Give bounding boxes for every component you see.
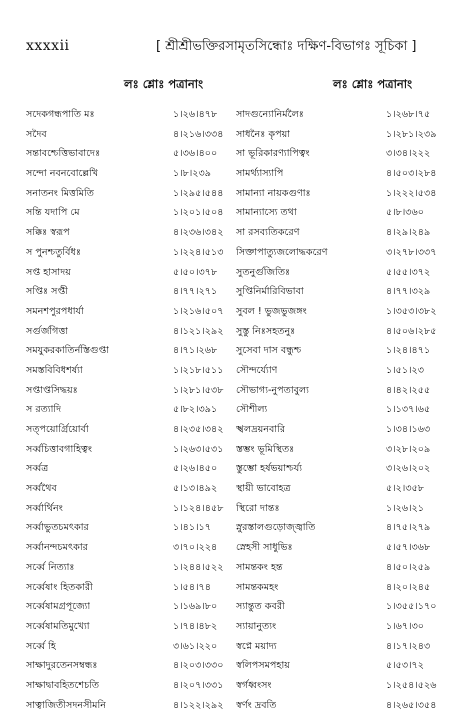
- index-entry: [236, 203, 444, 223]
- entry-reference: ১।৪১।১৭: [173, 522, 212, 534]
- entry-reference: ৫।৫৫।৩৭২: [386, 266, 431, 278]
- index-entry: [236, 302, 444, 322]
- index-entry: [26, 144, 230, 164]
- entry-term: সুবল ! ভুজভুজঙ্গং: [236, 305, 307, 317]
- index-entry: [26, 459, 230, 479]
- entry-term: সপ্তাপ্তসিদ্ধয়ঃ: [26, 384, 78, 396]
- index-entry: [236, 676, 444, 696]
- entry-term: সামান্যা নায়কগুণাঃ: [236, 187, 311, 199]
- index-entry: [236, 105, 444, 125]
- entry-reference: ১।১৩৭।৬৫: [386, 404, 431, 416]
- entry-reference: ৪।১৭।২৪৩: [386, 640, 431, 652]
- entry-reference: ৪।৫০৩।২৮৪: [386, 168, 437, 180]
- index-entry: [236, 459, 444, 479]
- entry-term: সর্ব্বেষামগ্রপূজ্যো: [26, 601, 91, 613]
- entry-term: সর্ব্বচিত্তাবগাহিত্বং: [26, 443, 92, 455]
- entry-term: স্বর্গধ্বংসং: [236, 679, 272, 691]
- entry-reference: ৪।৭৭।২৭১: [173, 286, 218, 298]
- entry-term: সপ্তিঃ সপ্তী: [26, 286, 69, 298]
- entry-term: সা রসব্যতিকরেণ: [236, 227, 300, 239]
- entry-term: সুস্তু নিঃসহতনুঃ: [236, 325, 296, 337]
- entry-term: স্যান্তুত কবরী: [236, 601, 285, 613]
- index-entry: [26, 696, 230, 715]
- index-entry: [26, 518, 230, 538]
- index-entry: [236, 578, 444, 598]
- entry-reference: ৫।২।৩৫৮: [386, 483, 425, 495]
- entry-term: সর্ব্বত্র: [26, 463, 49, 475]
- entry-term: সামন্তকং হন্ত: [236, 561, 283, 573]
- index-entry: [26, 105, 230, 125]
- entry-term: স পুনশ্চতুর্বিধঃ: [26, 246, 82, 258]
- entry-reference: ৩।২৮।২০৯: [386, 443, 431, 455]
- entry-reference: ১।২৬।৪৭৮: [173, 109, 218, 120]
- entry-reference: ৫।৫৩।৭২: [386, 660, 425, 672]
- entry-term: স্থায়ী ভাবোহত্র: [236, 483, 291, 495]
- index-entry: [236, 341, 444, 361]
- index-entry: [26, 381, 230, 401]
- index-entry: [26, 361, 230, 381]
- entry-reference: ৫।৮২।৩৯১: [173, 404, 218, 416]
- entry-term: সামন্তকমহং: [236, 581, 279, 593]
- index-entry: [26, 597, 230, 617]
- index-entry: [236, 637, 444, 657]
- entry-term: স্নুরস্তালগুড়োজ্জ্বাতি: [236, 522, 316, 534]
- entry-reference: ৫।৫০।৩৭৮: [173, 266, 218, 278]
- entry-term: স্বপ্নে ময়াদ্য: [236, 640, 277, 652]
- index-entry: [236, 558, 444, 578]
- entry-reference: ১।১২৪।৪৫৮: [173, 502, 224, 514]
- entry-reference: ৪।২৯।২৪৯: [386, 227, 431, 239]
- right-column-heading: লঃ শ্লোঃ পত্রানাং: [333, 77, 413, 91]
- index-entry: [236, 518, 444, 538]
- index-entry: [26, 479, 230, 499]
- index-entry: [26, 637, 230, 657]
- index-entry: [236, 223, 444, 243]
- entry-term: সমযুকরকাতির্নস্তিগুপ্তা: [26, 345, 110, 357]
- index-entry: [26, 164, 230, 184]
- entry-reference: ৫।৫৭।৩৬৮: [386, 542, 431, 554]
- entry-reference: ১।৫১।২৩: [386, 364, 425, 376]
- entry-reference: ১।২২২।৫৩৪: [386, 187, 437, 199]
- index-entry: [26, 578, 230, 598]
- entry-reference: ১।২৮১।৫৩৮: [173, 384, 224, 396]
- index-entry: [26, 184, 230, 204]
- entry-term: সামর্থ্যাস্যাপি: [236, 168, 284, 180]
- index-entry: [236, 617, 444, 637]
- index-entry: [236, 400, 444, 420]
- index-entry: [236, 164, 444, 184]
- entry-reference: ৪।৭১।২৬৮: [173, 345, 218, 357]
- index-entry: [236, 597, 444, 617]
- index-entry: [236, 440, 444, 460]
- entry-reference: ৪।২০৭।৩৩১: [173, 679, 224, 691]
- index-entry: [236, 322, 444, 342]
- entry-reference: ১।২৬৩।৫৩১: [173, 443, 224, 455]
- entry-reference: ১।৩৪।১৬৩: [386, 424, 431, 435]
- index-entry: [236, 499, 444, 519]
- entry-term: সপ্ত হাসাদয়: [26, 266, 71, 278]
- index-entry: [26, 203, 230, 223]
- entry-term: সৌশীল্য: [236, 404, 268, 416]
- entry-term: সর্ব্বেষাং হিতকারী: [26, 581, 93, 593]
- entry-term: সামান্যাস্যে তথা: [236, 207, 297, 219]
- entry-term: সদেকগন্ধপাতি মঃ: [26, 109, 95, 120]
- entry-term: স রত্যাদি: [26, 404, 62, 416]
- entry-reference: ৪।২৩৬।৩৪২: [173, 227, 224, 239]
- entry-reference: ১।২২৪।৫১৩: [173, 246, 224, 258]
- index-entry: [26, 617, 230, 637]
- index-entry: [236, 381, 444, 401]
- entry-term: সর্ব্বেষামতিমুখ্যো: [26, 620, 90, 632]
- entry-term: সর্ব্বে হি: [26, 640, 56, 652]
- page-number: xxxxii: [26, 38, 70, 54]
- entry-term: সর্ব্বে নিত্যাঃ: [26, 561, 75, 573]
- index-entry: [26, 420, 230, 440]
- page-header: [26, 36, 443, 58]
- entry-reference: ১।৩৫৫।১৭০: [386, 601, 437, 613]
- entry-reference: ১।২৮১।২৩৯: [386, 128, 437, 140]
- entry-term: সর্ব্বথৈব: [26, 483, 57, 495]
- index-entry: [26, 538, 230, 558]
- entry-reference: ১।২৫৪।৫২৬: [386, 679, 437, 691]
- entry-reference: ১।২৬।২১: [386, 502, 425, 514]
- entry-term: সদৈব: [26, 128, 47, 140]
- entry-reference: ৪।২০।২৪৫: [386, 581, 431, 593]
- entry-reference: ৫।৩৬।৪০০: [173, 148, 218, 160]
- index-entry: [26, 322, 230, 342]
- entry-reference: ১।২৪৪।৫২২: [173, 561, 224, 573]
- index-entry: [26, 302, 230, 322]
- index-entry: [26, 656, 230, 676]
- index-entry: [236, 125, 444, 145]
- entry-reference: ৪।১২১।২৯২: [173, 325, 224, 337]
- entry-reference: ১।২১৬।৫০৭: [173, 305, 224, 317]
- entry-reference: ৪।৪২।২৫৫: [386, 384, 431, 396]
- index-entry: [236, 696, 444, 715]
- entry-term: সনাতনং মিত্তমিতি: [26, 187, 94, 199]
- entry-term: স্যায়ানুত্যং: [236, 620, 277, 632]
- entry-reference: ১।২৬৮।৭৫: [386, 109, 431, 120]
- entry-term: স্তম্ভং ভূমিস্থিতঃ: [236, 443, 295, 455]
- entry-reference: ৩।২৭৮।৩৩৭: [386, 246, 437, 258]
- entry-term: সন্দো নবনবোল্লেখি: [26, 168, 99, 180]
- entry-term: সন্তাবশ্চেত্তিভাবাদেঃ: [26, 148, 101, 160]
- entry-reference: ১।২০১।৫০৪: [173, 207, 224, 219]
- entry-reference: ৩।২৬।২০২: [386, 463, 431, 475]
- index-entry: [236, 479, 444, 499]
- entry-reference: ১।১৬৯।৮০: [173, 601, 218, 613]
- index-entry: [26, 341, 230, 361]
- entry-term: সর্ব্বার্থিনং: [26, 502, 63, 514]
- entry-term: স্থিরো দান্তঃ: [236, 502, 280, 514]
- entry-term: স্নেহসী সাধুভিঃ: [236, 542, 293, 554]
- entry-term: স্বলিপসমপহায়: [236, 660, 290, 672]
- entry-reference: ৪।২৩৫।৩৪২: [173, 424, 224, 435]
- entry-term: সর্ব্বাভুতচমৎকার: [26, 522, 89, 534]
- entry-term: সাক্ষাদুরতেনসম্বন্ধঃ: [26, 660, 98, 672]
- entry-reference: ৩।৭০।২২৪: [173, 542, 218, 554]
- entry-reference: ১।৩৫৩।৩৮২: [386, 305, 437, 317]
- entry-term: সুতনুর্গুজিতিঃ: [236, 266, 291, 278]
- entry-reference: ৫।৮।৩৬০: [386, 207, 425, 219]
- entry-term: সা ভূরিকারণ্যাপিত্বং: [236, 148, 310, 160]
- entry-term: সাদগুন্যোনির্মলৈঃ: [236, 109, 304, 120]
- entry-term: সুসেবা দাস বন্ধুশ্চ: [236, 345, 302, 357]
- entry-reference: ১।৮।২৩৯: [173, 168, 212, 180]
- entry-term: সন্তি যদাপি মে: [26, 207, 80, 219]
- entry-reference: ৪।৫০।২৫৯: [386, 561, 431, 573]
- entry-reference: ৪।২৬৫।৩৫৪: [386, 699, 437, 711]
- index-entry: [26, 499, 230, 519]
- index-entry: [26, 243, 230, 263]
- index-entry: [236, 144, 444, 164]
- entry-term: সত্পয়োর্গ্রিয়োর্বা: [26, 424, 89, 435]
- entry-reference: ৪।৭৭।৩২৯: [386, 286, 431, 298]
- index-entry: [26, 125, 230, 145]
- index-entry: [26, 223, 230, 243]
- entry-term: সর্গুর্জগিত্তা: [26, 325, 69, 337]
- entry-reference: ৫।২৬।৪৫০: [173, 463, 218, 475]
- entry-term: সৌভাগ্য-নুপতাবুল্য: [236, 384, 309, 396]
- index-entry: [236, 184, 444, 204]
- index-entry: [236, 361, 444, 381]
- right-index-column: [236, 105, 444, 715]
- index-entry: [26, 282, 230, 302]
- entry-reference: ১।৬৭।৩০: [386, 620, 425, 632]
- entry-reference: ১।২৪।৪৭১: [386, 345, 431, 357]
- entry-reference: ৫।১৩।৪৯২: [173, 483, 218, 495]
- index-entry: [236, 538, 444, 558]
- entry-term: স্বর্ণং দ্রবতি: [236, 699, 277, 711]
- entry-term: সক্কিঃ স্বরূপ: [26, 227, 70, 239]
- entry-term: সর্ব্বানন্দচমৎকার: [26, 542, 88, 554]
- index-entry: [236, 656, 444, 676]
- entry-term: স্খলদ্রয়নবারি: [236, 424, 286, 435]
- entry-reference: ৪।১২২।২৯২: [173, 699, 224, 711]
- index-entry: [26, 676, 230, 696]
- entry-term: সৌন্দর্য্যোণ: [236, 364, 278, 376]
- entry-reference: ১।৫৪।৭৪: [173, 581, 212, 593]
- index-entry: [236, 263, 444, 283]
- entry-term: সমনশপুরপধার্যা: [26, 305, 84, 317]
- entry-term: স্তুম্ভো হর্ষভয়াশ্চর্য্য: [236, 463, 303, 475]
- entry-reference: ১।৭৪।৪৮২: [173, 620, 218, 632]
- entry-reference: ৩।৩৪।২২২: [386, 148, 431, 160]
- entry-term: সুপ্তিনির্মারিবিভাবা: [236, 286, 304, 298]
- left-index-column: [26, 105, 230, 715]
- index-entry: [26, 263, 230, 283]
- index-entry: [26, 440, 230, 460]
- entry-reference: ৪।৫০৬।২৮৫: [386, 325, 437, 337]
- entry-term: সিক্তাপাত্যুজলোদ্ধকরেণ: [236, 246, 328, 258]
- index-entry: [236, 243, 444, 263]
- entry-reference: ৪।২১৬।৩৩৪: [173, 128, 224, 140]
- entry-reference: ১।২৯৫।৫৪৪: [173, 187, 224, 199]
- entry-term: সাত্বাজিতীসদনসীমনি: [26, 699, 106, 711]
- index-entry: [236, 282, 444, 302]
- left-column-heading: লঃ শ্লোঃ পত্রানাং: [124, 77, 204, 91]
- entry-reference: ১।২১৮।৫১১: [173, 364, 224, 376]
- entry-reference: ৪।২০৩।৩৩০: [173, 660, 224, 672]
- entry-term: সমস্তবিবিধশর্ষ্যা: [26, 364, 83, 376]
- page-title: [ শ্রীশ্রীভক্তিরসামৃতসিন্ধোঃ দক্ষিণ-বিভাগঃ সূচিকা ]: [156, 39, 417, 54]
- index-entry: [236, 420, 444, 440]
- entry-term: সাক্ষাদ্বাবহিতশেচতি: [26, 679, 100, 691]
- entry-term: সাধনৈঃ কৃপয়া: [236, 128, 291, 140]
- entry-reference: ৩।৬১।২২০: [173, 640, 218, 652]
- index-entry: [26, 400, 230, 420]
- index-entry: [26, 558, 230, 578]
- entry-reference: ৪।৭৫।২৭৯: [386, 522, 431, 534]
